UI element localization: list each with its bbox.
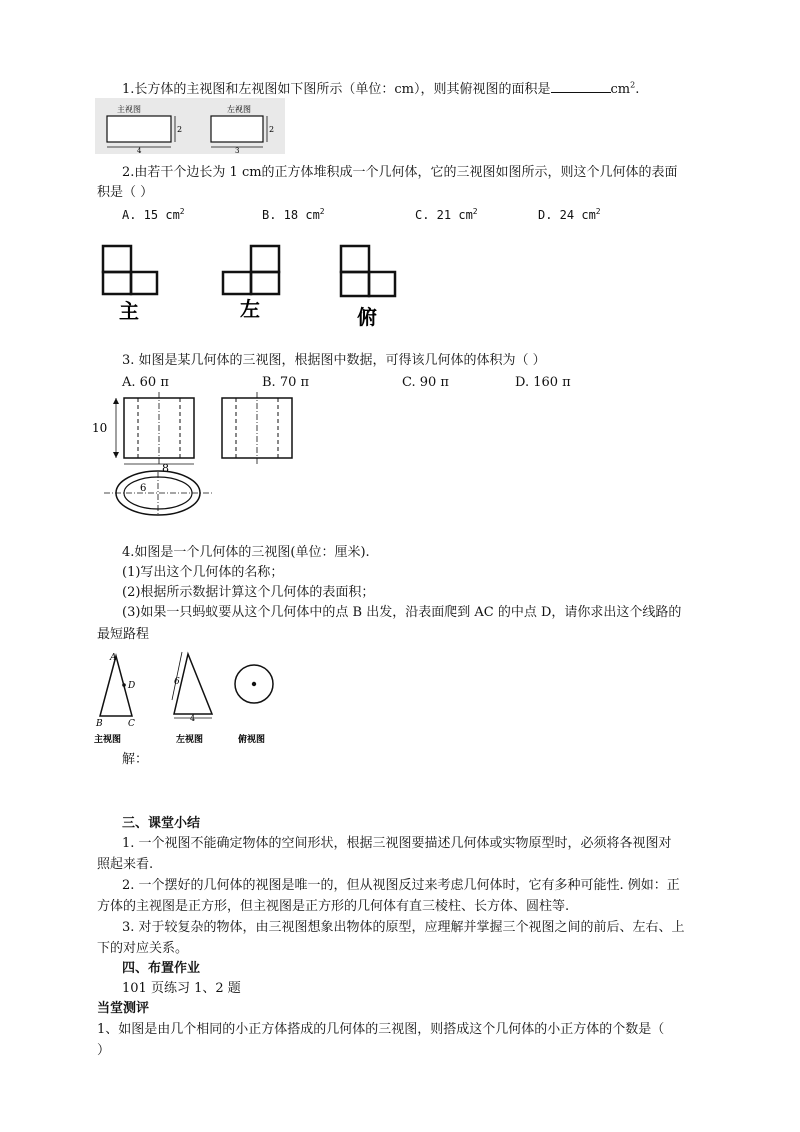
q4-left-view bbox=[172, 652, 212, 745]
summary-p1a: 1. 一个视图不能确定物体的空间形状，根据三视图要描述几何体或实物原型时，必须将各视图对 bbox=[122, 836, 672, 851]
q1-main-height: 2 bbox=[177, 125, 183, 134]
q4-line4: (3)如果一只蚂蚁要从这个几何体中的点 B 出发，沿表面爬到 AC 的中点 D，请你求出这个线路的 bbox=[122, 605, 682, 620]
q4-caption-main: 主视图 bbox=[94, 735, 122, 745]
q3-side-view bbox=[222, 392, 292, 464]
q2-line1: 2.由若干个边长为 1 cm的正方体堆积成一个几何体，它的三视图如图所示，则这个几何体的表面 bbox=[122, 165, 678, 180]
q1-left-view-rect bbox=[211, 116, 263, 142]
q4-label-b: B bbox=[96, 719, 103, 729]
test-line2: ） bbox=[97, 1043, 111, 1058]
q4-caption-top: 俯视图 bbox=[238, 735, 266, 745]
q3-dim-height: 10 bbox=[92, 421, 108, 435]
test-line1: 1、如图是由几个相同的小正方体搭成的几何体的三视图，则搭成这个几何体的小正方体的个数是（ bbox=[97, 1022, 665, 1037]
q1-main-view-label: 主视图 bbox=[117, 105, 141, 114]
q4-label-d: D bbox=[128, 681, 136, 691]
q2-label-main: 主 bbox=[119, 299, 139, 323]
q1-text: 1.长方体的主视图和左视图如下图所示（单位：cm），则其俯视图的面积是 $cm^2$. bbox=[122, 80, 640, 97]
q3-dim-outer: 8 bbox=[162, 462, 169, 475]
q2-label-left: 左 bbox=[240, 297, 260, 321]
q4-answer-label: 解： bbox=[122, 752, 149, 767]
q4-caption-left: 左视图 bbox=[176, 735, 204, 745]
summary-heading: 三、课堂小结 bbox=[122, 816, 201, 831]
q3-front-view bbox=[92, 392, 194, 475]
q2-main-view bbox=[103, 246, 157, 294]
q4-label-a: A bbox=[110, 653, 117, 663]
q1-main-width: 4 bbox=[137, 147, 142, 154]
q3-option-c[interactable]: C. 90 π bbox=[402, 375, 449, 390]
summary-p2a: 2. 一个摆好的几何体的视图是唯一的，但从视图反过来考虑几何体时，它有多种可能性. 例如：正 bbox=[122, 878, 680, 893]
summary-p3a: 3. 对于较复杂的物体，由三视图想象出物体的原型，应理解并掌握三个视图之间的前后、左右、上 bbox=[122, 920, 685, 935]
q4-top-view bbox=[235, 665, 273, 745]
q4-line5: 最短路程 bbox=[97, 627, 150, 642]
q4-line3: (2)根据所示数据计算这个几何体的表面积； bbox=[122, 585, 375, 600]
q2-option-d[interactable]: D. 24 $cm^2$ bbox=[538, 207, 601, 222]
q2-option-b[interactable]: B. 18 $cm^2$ bbox=[262, 207, 325, 222]
q3-text: 3. 如图是某几何体的三视图，根据图中数据，可得该几何体的体积为（ ） bbox=[122, 353, 546, 368]
q3-top-view bbox=[104, 471, 212, 515]
q1-left-width: 3 bbox=[235, 147, 240, 154]
homework-text: 101 页练习 1、2 题 bbox=[122, 981, 241, 996]
homework-heading: 四、布置作业 bbox=[122, 961, 201, 976]
summary-p1b: 照起来看. bbox=[97, 857, 154, 872]
q4-main-view bbox=[94, 653, 135, 745]
summary-p3b: 下的对应关系。 bbox=[97, 941, 189, 956]
q3-dim-inner: 6 bbox=[140, 483, 147, 494]
q3-option-b[interactable]: B. 70 π bbox=[262, 375, 310, 390]
q2-left-view bbox=[223, 246, 279, 294]
q3-option-d[interactable]: D. 160 π bbox=[515, 375, 571, 390]
q3-option-a[interactable]: A. 60 π bbox=[122, 375, 169, 390]
q2-option-a[interactable]: A. 15 $cm^2$ bbox=[122, 207, 185, 222]
q4-label-c: C bbox=[128, 719, 135, 729]
summary-p2b: 方体的主视图是正方形，但主视图是正方形的几何体有直三棱柱、长方体、圆柱等. bbox=[97, 899, 570, 914]
q2-label-top: 俯 bbox=[357, 305, 377, 328]
q4-line2: (1)写出这个几何体的名称； bbox=[122, 565, 284, 580]
q1-main-view-rect bbox=[107, 116, 171, 142]
q1-figure bbox=[95, 98, 285, 154]
q4-line1: 4.如图是一个几何体的三视图(单位：厘米). bbox=[122, 545, 370, 560]
q4-figures bbox=[92, 648, 282, 746]
q4-label-base: 4 bbox=[190, 714, 196, 723]
q1-answer-blank[interactable] bbox=[551, 80, 611, 93]
test-heading: 当堂测评 bbox=[97, 1001, 150, 1016]
q1-left-height: 2 bbox=[269, 125, 275, 134]
q4-label-slant: 6 bbox=[174, 677, 180, 687]
q1-left-view-label: 左视图 bbox=[227, 105, 251, 114]
q2-line2: 积是（ ） bbox=[97, 185, 154, 200]
q2-top-view bbox=[341, 246, 395, 296]
q2-option-c[interactable]: C. 21 $cm^2$ bbox=[415, 207, 478, 222]
q2-figures bbox=[95, 238, 415, 328]
q3-figures bbox=[90, 392, 320, 526]
